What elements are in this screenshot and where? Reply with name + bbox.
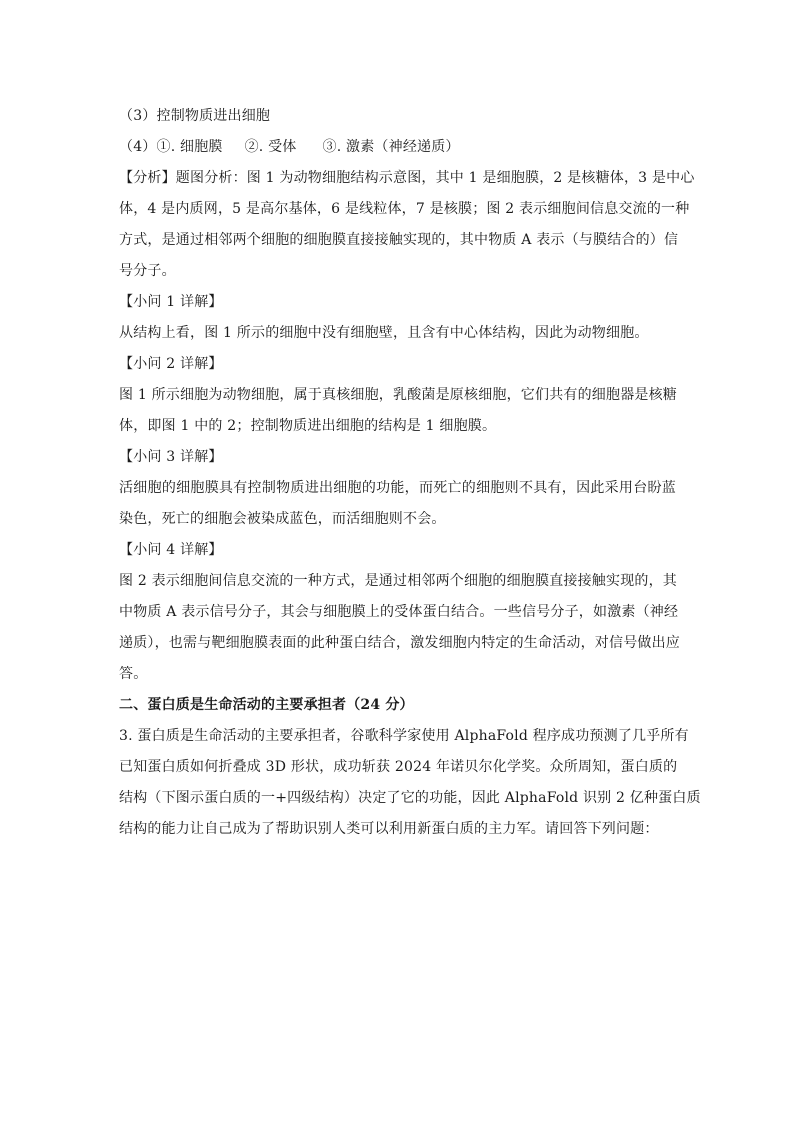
question-3-line: 3. 蛋白质是生命活动的主要承担者，谷歌科学家使用 AlphaFold 程序成功预测了几乎所有 [119, 728, 689, 744]
sub3-heading: 【小问 3 详解】 [119, 449, 223, 465]
sub3-line: 染色，死亡的细胞会被染成蓝色，而活细胞则不会。 [119, 511, 446, 527]
question-3-line: 结构（下图示蛋白质的一+四级结构）决定了它的功能，因此 AlphaFold 识别 2 亿种蛋白质 [119, 790, 701, 806]
analysis-line: 体，4 是内质网，5 是高尔基体，6 是线粒体，7 是核膜；图 2 表示细胞间信息交流的一种 [119, 201, 690, 217]
sub1-heading: 【小问 1 详解】 [119, 294, 223, 310]
sub2-line: 体，即图 1 中的 2；控制物质进出细胞的结构是 1 细胞膜。 [119, 418, 497, 434]
sub4-line: 中物质 A 表示信号分子，其会与细胞膜上的受体蛋白结合。一些信号分子，如激素（神经 [119, 604, 679, 620]
sub2-heading: 【小问 2 详解】 [119, 356, 223, 372]
document-page [119, 101, 701, 845]
analysis-line: 方式，是通过相邻两个细胞的细胞膜直接接触实现的，其中物质 A 表示（与膜结合的）信 [119, 232, 679, 248]
answer-q4 [119, 132, 676, 163]
sub3-line: 活细胞的细胞膜具有控制物质进出细胞的功能，而死亡的细胞则不具有，因此采用台盼蓝 [119, 480, 676, 496]
analysis-line: 号分子。 [119, 263, 176, 279]
answer-q4-part1: （4）①. 细胞膜 [119, 139, 223, 155]
sub4-heading: 【小问 4 详解】 [119, 542, 223, 558]
question-3 [119, 721, 701, 845]
answer-q4-part2: ②. 受体 [244, 139, 297, 155]
answer-q4-part3: ③. 激素（神经递质） [322, 139, 460, 155]
sub4-line: 答。 [119, 666, 148, 682]
answer-q3: （3）控制物质进出细胞 [119, 108, 271, 124]
question-3-line: 结构的能力让自己成为了帮助识别人类可以利用新蛋白质的主力军。请回答下列问题： [119, 821, 659, 837]
sub1-line: 从结构上看，图 1 所示的细胞中没有细胞壁，且含有中心体结构，因此为动物细胞。 [119, 325, 649, 341]
section-heading: 二、蛋白质是生命活动的主要承担者（24 分） [119, 697, 414, 713]
sub4-line: 递质），也需与靶细胞膜表面的此种蛋白结合，激发细胞内特定的生命活动，对信号做出应 [119, 635, 680, 651]
question-3-line: 已知蛋白质如何折叠成 3D 形状，成功斩获 2024 年诺贝尔化学奖。众所周知，蛋白质的 [119, 759, 678, 775]
sub2-line: 图 1 所示细胞为动物细胞，属于真核细胞，乳酸菌是原核细胞，它们共有的细胞器是核糖 [119, 387, 678, 403]
analysis-paragraph [119, 163, 695, 287]
analysis-line: 【分析】题图分析：图 1 为动物细胞结构示意图，其中 1 是细胞膜，2 是核糖体，3 是中心 [119, 170, 695, 186]
sub4-line: 图 2 表示细胞间信息交流的一种方式，是通过相邻两个细胞的细胞膜直接接触实现的，其 [119, 573, 678, 589]
